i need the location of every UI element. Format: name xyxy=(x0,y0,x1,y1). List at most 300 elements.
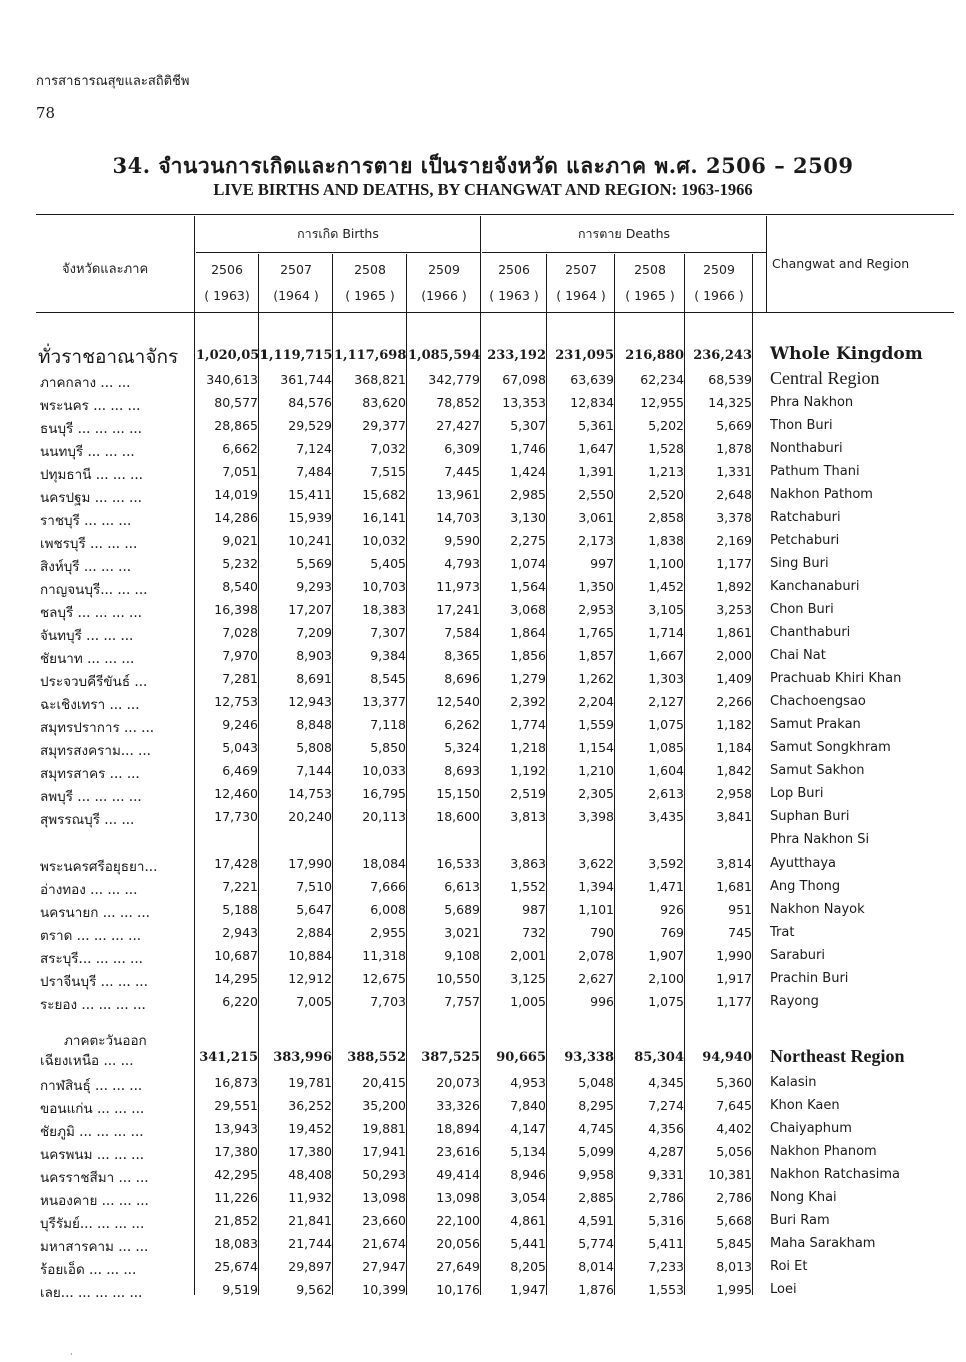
table-row xyxy=(0,852,966,875)
changwat-name-thai: จันทบุรี ... ... ... xyxy=(40,628,134,644)
year-be-header: 2508 xyxy=(354,262,386,277)
changwat-name-english: Rayong xyxy=(770,994,819,1009)
deaths-64-cell: 3,398 xyxy=(578,809,614,824)
table-row xyxy=(0,690,966,713)
deaths-66-cell: 2,786 xyxy=(716,1190,752,1205)
births-64-cell: 7,144 xyxy=(296,763,332,778)
table-title-thai: 34. จำนวนการเกิดและการตาย เป็นรายจังหวัด และภาค พ.ศ. 2506 – 2509 xyxy=(112,153,854,178)
deaths-66-cell: 14,325 xyxy=(708,395,752,410)
changwat-name-thai: ภาคตะวันออก xyxy=(64,1033,147,1049)
deaths-66-cell: 1,184 xyxy=(716,740,752,755)
deaths-63-cell: 1,774 xyxy=(510,717,546,732)
deaths-63-cell: 3,068 xyxy=(510,602,546,617)
year-ad-header: (1966 ) xyxy=(421,288,467,303)
births-64-cell: 12,943 xyxy=(288,694,332,709)
births-64-cell: 15,411 xyxy=(288,487,332,502)
deaths-64-cell: 8,014 xyxy=(578,1259,614,1274)
table-row xyxy=(0,736,966,759)
deaths-63-cell: 2,275 xyxy=(510,533,546,548)
births-65-cell: 11,318 xyxy=(362,948,406,963)
births-65-cell: 18,383 xyxy=(362,602,406,617)
deaths-66-cell: 1,995 xyxy=(716,1282,752,1297)
births-65-cell: 10,703 xyxy=(362,579,406,594)
deaths-65-cell: 769 xyxy=(660,925,684,940)
table-row xyxy=(0,1117,966,1140)
births-63-cell: 16,873 xyxy=(214,1075,258,1090)
births-66-cell: 7,445 xyxy=(444,464,480,479)
table-row xyxy=(0,644,966,667)
deaths-65-cell: 1,838 xyxy=(648,533,684,548)
deaths-63-cell: 5,134 xyxy=(510,1144,546,1159)
births-64-cell: 84,576 xyxy=(288,395,332,410)
deaths-64-cell: 63,639 xyxy=(570,372,614,387)
changwat-name-english: Phra Nakhon xyxy=(770,395,854,410)
deaths-66-cell: 68,539 xyxy=(708,372,752,387)
changwat-name-english: Khon Kaen xyxy=(770,1098,840,1113)
changwat-name-thai: สุพรรณบุรี ... ... xyxy=(40,812,135,828)
deaths-65-cell: 1,303 xyxy=(648,671,684,686)
births-63-cell: 14,295 xyxy=(214,971,258,986)
deaths-65-cell: 1,100 xyxy=(648,556,684,571)
births-65-cell: 16,795 xyxy=(362,786,406,801)
births-63-cell: 25,674 xyxy=(214,1259,258,1274)
births-65-cell: 7,307 xyxy=(370,625,406,640)
deaths-65-cell: 7,233 xyxy=(648,1259,684,1274)
births-65-cell: 2,955 xyxy=(370,925,406,940)
births-65-cell: 12,675 xyxy=(362,971,406,986)
deaths-66-cell: 5,056 xyxy=(716,1144,752,1159)
births-64-cell: 21,841 xyxy=(288,1213,332,1228)
deaths-65-cell: 3,435 xyxy=(648,809,684,824)
changwat-name-english: Trat xyxy=(770,925,795,940)
table-row xyxy=(0,414,966,437)
deaths-64-cell: 5,774 xyxy=(578,1236,614,1251)
births-66-cell: 17,241 xyxy=(436,602,480,617)
deaths-64-cell: 2,627 xyxy=(578,971,614,986)
births-64-cell: 7,510 xyxy=(296,879,332,894)
table-top-rule xyxy=(36,214,954,215)
deaths-64-cell: 4,745 xyxy=(578,1121,614,1136)
table-row xyxy=(0,1278,966,1301)
deaths-63-cell: 1,279 xyxy=(510,671,546,686)
births-65-cell: 10,032 xyxy=(362,533,406,548)
births-65-cell: 6,008 xyxy=(370,902,406,917)
deaths-64-cell: 1,262 xyxy=(578,671,614,686)
changwat-name-english: Loei xyxy=(770,1282,797,1297)
births-64-cell: 1,119,715 xyxy=(260,348,333,363)
table-row xyxy=(0,921,966,944)
births-66-cell: 23,616 xyxy=(436,1144,480,1159)
changwat-name-english: Suphan Buri xyxy=(770,809,850,824)
births-65-cell: 10,399 xyxy=(362,1282,406,1297)
deaths-63-cell: 1,864 xyxy=(510,625,546,640)
births-65-cell: 13,098 xyxy=(362,1190,406,1205)
deaths-66-cell: 5,845 xyxy=(716,1236,752,1251)
deaths-65-cell: 1,085 xyxy=(648,740,684,755)
changwat-name-english: Sing Buri xyxy=(770,556,829,571)
deaths-64-cell: 1,857 xyxy=(578,648,614,663)
changwat-name-thai: พระนคร ... ... ... xyxy=(40,398,141,414)
deaths-66-cell: 1,892 xyxy=(716,579,752,594)
deaths-65-cell: 1,667 xyxy=(648,648,684,663)
table-row xyxy=(0,529,966,552)
births-65-cell: 50,293 xyxy=(362,1167,406,1182)
deaths-65-cell: 926 xyxy=(660,902,684,917)
births-66-cell: 20,073 xyxy=(436,1075,480,1090)
deaths-63-cell: 4,953 xyxy=(510,1075,546,1090)
births-66-cell: 6,613 xyxy=(444,879,480,894)
table-row xyxy=(0,667,966,690)
births-65-cell: 19,881 xyxy=(362,1121,406,1136)
year-ad-header: (1964 ) xyxy=(273,288,319,303)
births-66-cell: 3,021 xyxy=(444,925,480,940)
changwat-name-thai: นครพนม ... ... ... xyxy=(40,1147,145,1163)
births-65-cell: 16,141 xyxy=(362,510,406,525)
births-63-cell: 17,380 xyxy=(214,1144,258,1159)
deaths-65-cell: 216,880 xyxy=(625,348,684,363)
changwat-name-english: Phra Nakhon Si xyxy=(770,832,870,847)
births-64-cell: 5,808 xyxy=(296,740,332,755)
births-64-cell: 10,884 xyxy=(288,948,332,963)
year-be-header: 2507 xyxy=(565,262,597,277)
deaths-66-cell: 2,169 xyxy=(716,533,752,548)
births-64-cell: 8,903 xyxy=(296,648,332,663)
deaths-65-cell: 1,604 xyxy=(648,763,684,778)
deaths-65-cell: 5,202 xyxy=(648,418,684,433)
deaths-63-cell: 8,205 xyxy=(510,1259,546,1274)
table-row xyxy=(0,805,966,828)
deaths-64-cell: 5,099 xyxy=(578,1144,614,1159)
births-66-cell: 5,324 xyxy=(444,740,480,755)
table-row xyxy=(0,1071,966,1094)
deaths-64-cell: 2,173 xyxy=(578,533,614,548)
births-66-cell: 11,973 xyxy=(436,579,480,594)
deaths-65-cell: 1,907 xyxy=(648,948,684,963)
deaths-64-cell: 2,885 xyxy=(578,1190,614,1205)
deaths-63-cell: 4,147 xyxy=(510,1121,546,1136)
deaths-63-cell: 3,125 xyxy=(510,971,546,986)
deaths-65-cell: 1,075 xyxy=(648,994,684,1009)
deaths-64-cell: 1,350 xyxy=(578,579,614,594)
deaths-66-cell: 4,402 xyxy=(716,1121,752,1136)
births-65-cell: 8,545 xyxy=(370,671,406,686)
table-row xyxy=(0,1163,966,1186)
births-66-cell: 18,894 xyxy=(436,1121,480,1136)
births-65-cell: 7,666 xyxy=(370,879,406,894)
deaths-64-cell: 1,765 xyxy=(578,625,614,640)
deaths-66-cell: 1,177 xyxy=(716,556,752,571)
changwat-name-english: Lop Buri xyxy=(770,786,824,801)
births-65-cell: 20,113 xyxy=(362,809,406,824)
table-row xyxy=(0,1046,966,1069)
table-row xyxy=(0,1186,966,1209)
changwat-name-thai: ฉะเชิงเทรา ... ... xyxy=(40,697,140,713)
births-63-cell: 7,281 xyxy=(222,671,258,686)
deaths-63-cell: 3,813 xyxy=(510,809,546,824)
deaths-66-cell: 1,842 xyxy=(716,763,752,778)
deaths-66-cell: 951 xyxy=(728,902,752,917)
deaths-65-cell: 1,714 xyxy=(648,625,684,640)
deaths-64-cell: 2,204 xyxy=(578,694,614,709)
column-rule xyxy=(766,216,767,312)
births-66-cell: 8,696 xyxy=(444,671,480,686)
deaths-subheader-rule xyxy=(482,252,766,253)
births-66-cell: 4,793 xyxy=(444,556,480,571)
running-header: การสาธารณสุขและสถิติชีพ xyxy=(36,74,190,89)
births-66-cell: 49,414 xyxy=(436,1167,480,1182)
deaths-64-cell: 997 xyxy=(590,556,614,571)
births-64-cell: 9,293 xyxy=(296,579,332,594)
births-65-cell: 7,703 xyxy=(370,994,406,1009)
births-64-cell: 5,569 xyxy=(296,556,332,571)
deaths-64-cell: 231,095 xyxy=(555,348,614,363)
deaths-64-cell: 5,361 xyxy=(578,418,614,433)
deaths-66-cell: 1,917 xyxy=(716,971,752,986)
births-64-cell: 7,005 xyxy=(296,994,332,1009)
births-64-cell: 19,452 xyxy=(288,1121,332,1136)
year-ad-header: ( 1965 ) xyxy=(345,288,395,303)
changwat-name-thai: บุรีรัมย์... ... ... ... xyxy=(40,1216,145,1232)
year-ad-header: ( 1963) xyxy=(204,288,250,303)
births-63-cell: 7,221 xyxy=(222,879,258,894)
births-64-cell: 19,781 xyxy=(288,1075,332,1090)
births-66-cell: 8,693 xyxy=(444,763,480,778)
deaths-63-cell: 4,861 xyxy=(510,1213,546,1228)
deaths-65-cell: 1,471 xyxy=(648,879,684,894)
deaths-65-cell: 1,213 xyxy=(648,464,684,479)
deaths-65-cell: 1,553 xyxy=(648,1282,684,1297)
deaths-66-cell: 3,814 xyxy=(716,856,752,871)
deaths-66-cell: 1,878 xyxy=(716,441,752,456)
deaths-64-cell: 5,048 xyxy=(578,1075,614,1090)
changwat-name-english: Petchaburi xyxy=(770,533,840,548)
year-be-header: 2508 xyxy=(634,262,666,277)
deaths-66-cell: 1,409 xyxy=(716,671,752,686)
changwat-name-english: Saraburi xyxy=(770,948,825,963)
footer-mark: · xyxy=(70,1350,73,1359)
births-64-cell: 14,753 xyxy=(288,786,332,801)
deaths-63-cell: 1,856 xyxy=(510,648,546,663)
table-row xyxy=(0,828,966,851)
deaths-64-cell: 93,338 xyxy=(564,1050,614,1065)
changwat-name-english: Pathum Thani xyxy=(770,464,860,479)
births-64-cell: 15,939 xyxy=(288,510,332,525)
deaths-65-cell: 4,356 xyxy=(648,1121,684,1136)
deaths-63-cell: 2,519 xyxy=(510,786,546,801)
changwat-name-english: Chanthaburi xyxy=(770,625,851,640)
births-66-cell: 13,098 xyxy=(436,1190,480,1205)
births-64-cell: 20,240 xyxy=(288,809,332,824)
births-66-cell: 78,852 xyxy=(436,395,480,410)
table-row xyxy=(0,713,966,736)
changwat-name-english: Prachin Buri xyxy=(770,971,849,986)
changwat-name-thai: นครราชสีมา ... ... xyxy=(40,1170,149,1186)
table-row xyxy=(0,483,966,506)
deaths-64-cell: 1,647 xyxy=(578,441,614,456)
deaths-63-cell: 2,001 xyxy=(510,948,546,963)
changwat-name-english: Roi Et xyxy=(770,1259,808,1274)
births-63-cell: 341,215 xyxy=(199,1050,258,1065)
deaths-64-cell: 1,394 xyxy=(578,879,614,894)
deaths-64-cell: 996 xyxy=(590,994,614,1009)
births-66-cell: 342,779 xyxy=(428,372,480,387)
births-64-cell: 7,484 xyxy=(296,464,332,479)
births-63-cell: 5,232 xyxy=(222,556,258,571)
year-be-header: 2506 xyxy=(211,262,243,277)
page-number: 78 xyxy=(36,104,56,122)
births-64-cell: 12,912 xyxy=(288,971,332,986)
births-65-cell: 5,405 xyxy=(370,556,406,571)
births-63-cell: 10,687 xyxy=(214,948,258,963)
year-be-header: 2509 xyxy=(703,262,735,277)
births-64-cell: 48,408 xyxy=(288,1167,332,1182)
deaths-65-cell: 5,411 xyxy=(648,1236,684,1251)
deaths-64-cell: 1,876 xyxy=(578,1282,614,1297)
changwat-name-thai: สิงห์บุรี ... ... ... xyxy=(40,559,132,575)
births-64-cell: 8,848 xyxy=(296,717,332,732)
births-63-cell: 14,019 xyxy=(214,487,258,502)
deaths-64-cell: 4,591 xyxy=(578,1213,614,1228)
deaths-63-cell: 3,863 xyxy=(510,856,546,871)
births-66-cell: 18,600 xyxy=(436,809,480,824)
changwat-name-english: Nong Khai xyxy=(770,1190,837,1205)
changwat-name-thai: กาฬสินธุ์ ... ... ... xyxy=(40,1078,143,1094)
deaths-65-cell: 1,528 xyxy=(648,441,684,456)
changwat-name-thai: ราชบุรี ... ... ... xyxy=(40,513,132,529)
deaths-63-cell: 1,564 xyxy=(510,579,546,594)
changwat-name-thai: สระบุรี... ... ... ... xyxy=(40,951,143,967)
deaths-66-cell: 2,648 xyxy=(716,487,752,502)
changwat-name-thai: อ่างทอง ... ... ... xyxy=(40,882,138,898)
births-66-cell: 10,176 xyxy=(436,1282,480,1297)
deaths-65-cell: 2,613 xyxy=(648,786,684,801)
deaths-66-cell: 10,381 xyxy=(708,1167,752,1182)
deaths-63-cell: 1,005 xyxy=(510,994,546,1009)
births-64-cell: 21,744 xyxy=(288,1236,332,1251)
births-65-cell: 15,682 xyxy=(362,487,406,502)
changwat-name-thai: สมุทรสาคร ... ... xyxy=(40,766,140,782)
table-row xyxy=(0,460,966,483)
deaths-66-cell: 8,013 xyxy=(716,1259,752,1274)
births-64-cell: 29,897 xyxy=(288,1259,332,1274)
births-63-cell: 5,188 xyxy=(222,902,258,917)
births-63-cell: 12,753 xyxy=(214,694,258,709)
deaths-64-cell: 8,295 xyxy=(578,1098,614,1113)
births-66-cell: 14,703 xyxy=(436,510,480,525)
births-63-cell: 7,028 xyxy=(222,625,258,640)
births-66-cell: 9,108 xyxy=(444,948,480,963)
changwat-name-thai: ชัยนาท ... ... ... xyxy=(40,651,135,667)
deaths-66-cell: 1,182 xyxy=(716,717,752,732)
changwat-name-thai: ขอนแก่น ... ... ... xyxy=(40,1101,145,1117)
births-64-cell: 17,380 xyxy=(288,1144,332,1159)
births-66-cell: 9,590 xyxy=(444,533,480,548)
births-66-cell: 12,540 xyxy=(436,694,480,709)
births-65-cell: 368,821 xyxy=(354,372,406,387)
births-header: การเกิด Births xyxy=(297,226,379,241)
deaths-64-cell: 3,622 xyxy=(578,856,614,871)
deaths-66-cell: 2,000 xyxy=(716,648,752,663)
changwat-name-thai: นครนายก ... ... ... xyxy=(40,905,150,921)
births-65-cell: 17,941 xyxy=(362,1144,406,1159)
changwat-name-english: Nakhon Nayok xyxy=(770,902,865,917)
births-65-cell: 7,118 xyxy=(370,717,406,732)
deaths-65-cell: 4,287 xyxy=(648,1144,684,1159)
births-65-cell: 83,620 xyxy=(362,395,406,410)
deaths-63-cell: 233,192 xyxy=(487,348,546,363)
births-63-cell: 6,220 xyxy=(222,994,258,1009)
births-66-cell: 6,262 xyxy=(444,717,480,732)
births-subheader-rule xyxy=(196,252,480,253)
births-63-cell: 18,083 xyxy=(214,1236,258,1251)
births-63-cell: 340,613 xyxy=(206,372,258,387)
table-title-english: LIVE BIRTHS AND DEATHS, BY CHANGWAT AND REGION: 1963-1966 xyxy=(213,180,753,199)
table-row xyxy=(0,898,966,921)
deaths-64-cell: 2,550 xyxy=(578,487,614,502)
births-65-cell: 23,660 xyxy=(362,1213,406,1228)
births-64-cell: 9,562 xyxy=(296,1282,332,1297)
changwat-name-thai: ปทุมธานี ... ... ... xyxy=(40,467,143,483)
births-66-cell: 15,150 xyxy=(436,786,480,801)
changwat-name-thai: ชัยภูมิ ... ... ... ... xyxy=(40,1124,144,1140)
births-63-cell: 28,865 xyxy=(214,418,258,433)
deaths-63-cell: 3,054 xyxy=(510,1190,546,1205)
deaths-65-cell: 3,105 xyxy=(648,602,684,617)
births-63-cell: 9,021 xyxy=(222,533,258,548)
births-63-cell: 2,943 xyxy=(222,925,258,940)
deaths-66-cell: 745 xyxy=(728,925,752,940)
deaths-65-cell: 1,452 xyxy=(648,579,684,594)
births-66-cell: 16,533 xyxy=(436,856,480,871)
table-row xyxy=(0,759,966,782)
changwat-name-english: Maha Sarakham xyxy=(770,1236,876,1251)
births-66-cell: 33,326 xyxy=(436,1098,480,1113)
changwat-name-thai: ลพบุรี ... ... ... ... xyxy=(40,789,142,805)
table-row xyxy=(0,1094,966,1117)
changwat-name-english: Ayutthaya xyxy=(770,856,837,871)
table-row xyxy=(0,344,966,367)
changwat-name-thai: เฉียงเหนือ ... ... xyxy=(40,1053,134,1069)
year-be-header: 2509 xyxy=(428,262,460,277)
changwat-name-thai: มหาสารคาม ... ... xyxy=(40,1239,149,1255)
deaths-63-cell: 8,946 xyxy=(510,1167,546,1182)
changwat-name-english: Nakhon Ratchasima xyxy=(770,1167,900,1182)
births-64-cell: 7,209 xyxy=(296,625,332,640)
changwat-name-thai: ร้อยเอ็ด ... ... ... xyxy=(40,1262,137,1278)
deaths-63-cell: 3,130 xyxy=(510,510,546,525)
changwat-name-english: Chai Nat xyxy=(770,648,826,663)
deaths-64-cell: 1,559 xyxy=(578,717,614,732)
changwat-name-thai: สมุทรสงคราม... ... xyxy=(40,743,151,759)
deaths-65-cell: 4,345 xyxy=(648,1075,684,1090)
changwat-name-english: Samut Sakhon xyxy=(770,763,865,778)
births-65-cell: 5,850 xyxy=(370,740,406,755)
changwat-name-english: Chon Buri xyxy=(770,602,834,617)
births-64-cell: 5,647 xyxy=(296,902,332,917)
deaths-66-cell: 1,177 xyxy=(716,994,752,1009)
changwat-name-thai: สมุทรปราการ ... ... xyxy=(40,720,155,736)
deaths-65-cell: 2,520 xyxy=(648,487,684,502)
deaths-64-cell: 1,210 xyxy=(578,763,614,778)
deaths-65-cell: 2,127 xyxy=(648,694,684,709)
changwat-name-thai: เลย... ... ... ... ... xyxy=(40,1285,143,1301)
births-66-cell: 8,365 xyxy=(444,648,480,663)
changwat-name-english: Nakhon Phanom xyxy=(770,1144,877,1159)
deaths-65-cell: 85,304 xyxy=(634,1050,684,1065)
changwat-name-thai: ทั่วราชอาณาจักร xyxy=(38,346,179,368)
table-row xyxy=(0,990,966,1013)
births-66-cell: 22,100 xyxy=(436,1213,480,1228)
